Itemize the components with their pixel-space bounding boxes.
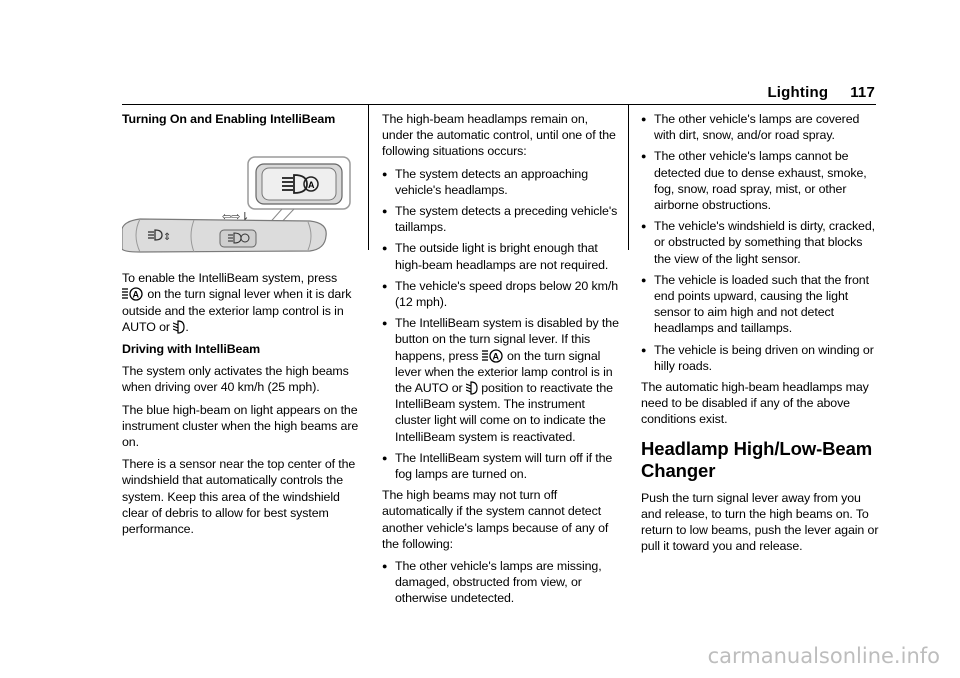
column-divider (368, 104, 369, 250)
list-item: ● The system detects a preceding vehicle's taillamps. (382, 203, 620, 235)
list-item: ● The other vehicle's lamps are covered with dirt, snow, and/or road spray. (641, 111, 879, 143)
page-header (767, 84, 875, 101)
heading-driving-with-intellibeam: Driving with IntelliBeam (122, 342, 261, 357)
bullet-list (382, 166, 620, 483)
page-number: 117 (850, 84, 875, 101)
column-1 (122, 111, 360, 543)
turn-signal-lever-illustration (122, 137, 354, 262)
bullet-list (641, 111, 879, 374)
intellibeam-icon (122, 287, 144, 301)
svg-text:A: A (492, 351, 499, 362)
list-item: ● The IntelliBeam system will turn off if the fog lamps are turned on. (382, 450, 620, 482)
paragraph: The high-beam headlamps remain on, under the automatic control, until one of the following situations occurs: (382, 112, 616, 159)
heading-turning-on-intellibeam: Turning On and Enabling IntelliBeam (122, 112, 336, 126)
list-item (382, 315, 620, 445)
intellibeam-icon (482, 349, 504, 363)
text: To enable the IntelliBeam system, press (122, 271, 338, 286)
svg-text:A: A (132, 289, 139, 300)
paragraph: The blue high-beam on light appears on the instrument cluster when the high beams are on. (122, 402, 359, 450)
paragraph: Push the turn signal lever away from you and release, to turn the high beams on. To return to low beams, push the lever again or pull it toward you and release. (641, 490, 879, 554)
paragraph: The automatic high-beam headlamps may need to be disabled if any of the above conditions exist. (641, 380, 869, 427)
watermark: carmanualsonline.info (707, 644, 940, 668)
section-title: Lighting (767, 84, 829, 101)
text: on the turn signal lever when it is dark outside and the exterior lamp control is in AUTO or (122, 287, 352, 334)
list-item: ● The vehicle is loaded such that the front end points upward, causing the light sensor to aim high and not detect headlamps and taillamps. (641, 272, 879, 337)
low-beam-icon (466, 381, 478, 395)
column-3 (641, 111, 879, 560)
text: on the turn signal lever when the exterior lamp control is in the AUTO or (395, 348, 613, 396)
text: The IntelliBeam system is disabled by the button on the turn signal lever. If this happens, press (395, 316, 619, 363)
heading-headlamp-changer: Headlamp High/Low-Beam Changer (641, 437, 873, 481)
paragraph (122, 270, 360, 335)
text: position to reactivate the IntelliBeam system. The instrument cluster light will come on to indicate the IntelliBeam system is reactivated. (395, 381, 613, 444)
column-divider (628, 104, 629, 250)
low-beam-icon (173, 320, 185, 334)
paragraph: There is a sensor near the top center of the windshield that automatically controls the system. Keep this area of the windshield clear of debris to allow for best system performance. (122, 457, 356, 537)
column-2 (382, 111, 620, 612)
svg-text:⇕: ⇕ (163, 232, 172, 244)
svg-text:A: A (308, 180, 315, 191)
bullet-list (382, 558, 620, 607)
header-rule (122, 104, 876, 105)
paragraph: The system only activates the high beams when driving over 40 km/h (25 mph). (122, 364, 349, 395)
list-item: ● The vehicle is being driven on winding or hilly roads. (641, 342, 879, 374)
text: . (185, 319, 189, 334)
paragraph: The high beams may not turn off automatically if the system cannot detect another vehicle's lamps because of any of the following: (382, 488, 609, 551)
list-item: ● The vehicle's speed drops below 20 km/h (12 mph). (382, 278, 620, 310)
list-item: ● The other vehicle's lamps are missing, damaged, obstructed from view, or otherwise undetected. (382, 558, 620, 607)
list-item: ● The outside light is bright enough that high-beam headlamps are not required. (382, 240, 620, 272)
list-item: ● The vehicle's windshield is dirty, cracked, or obstructed by something that blocks the view of the light sensor. (641, 218, 879, 267)
svg-text:⇦⇨⇂: ⇦⇨⇂ (222, 210, 250, 224)
list-item: ● The system detects an approaching vehicle's headlamps. (382, 166, 620, 198)
list-item: ● The other vehicle's lamps cannot be detected due to dense exhaust, smoke, fog, snow, road spray, mist, or other airborne obstructions. (641, 148, 879, 213)
